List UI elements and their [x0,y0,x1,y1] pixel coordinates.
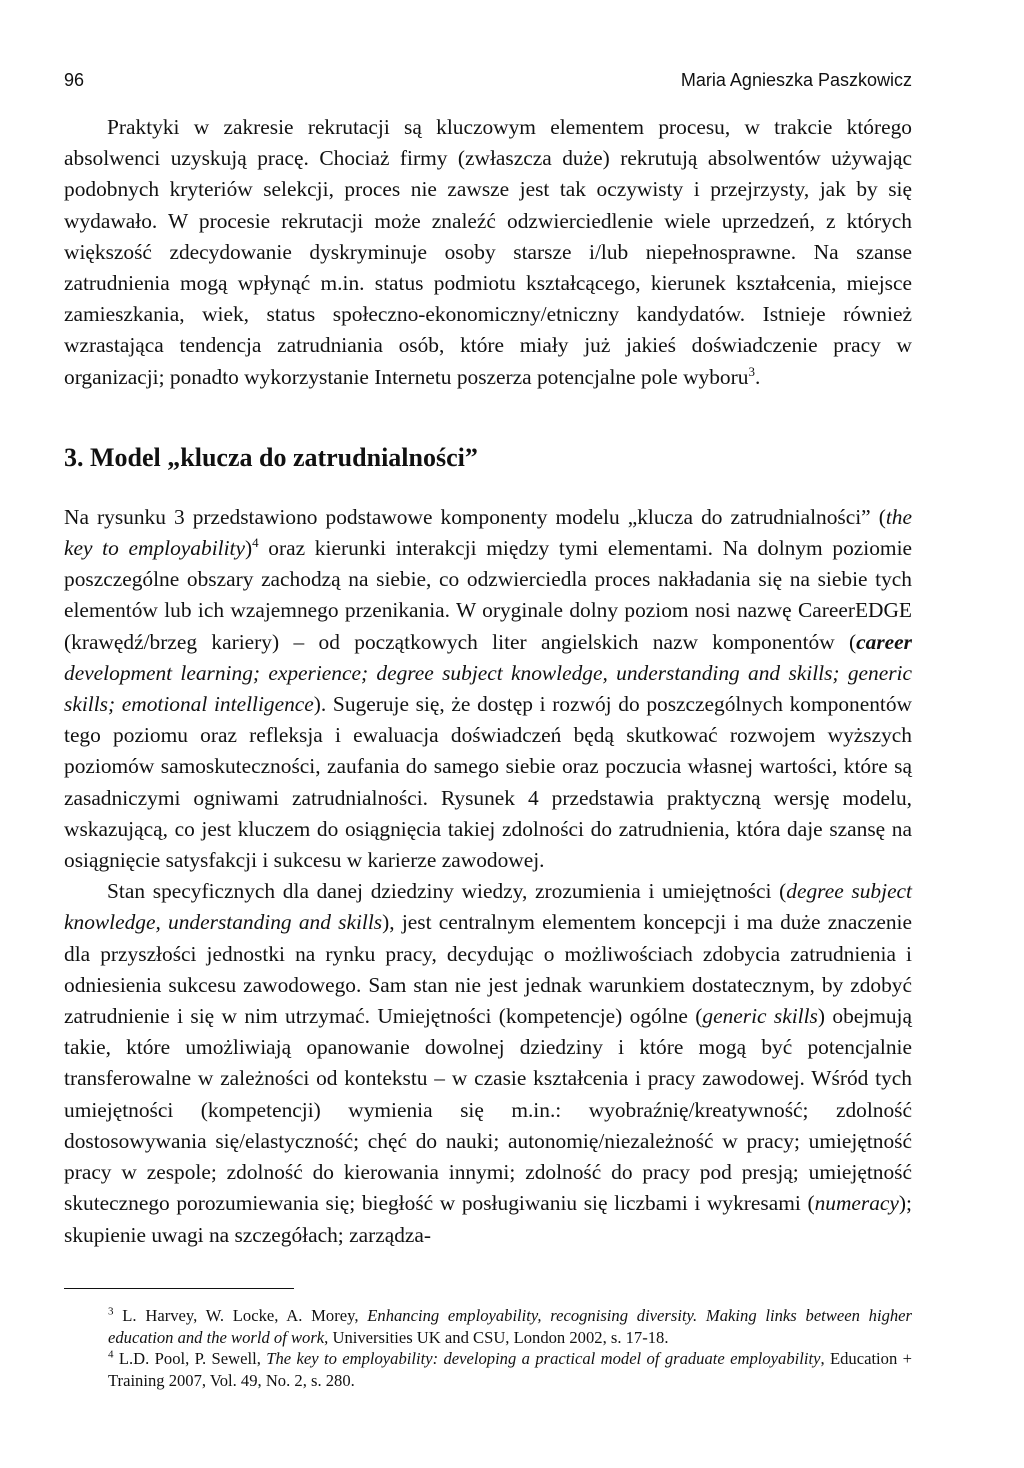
footnote-ref-4: 4 [252,534,259,550]
main-text [64,112,912,1251]
paragraph-recruitment: Praktyki w zakresie rekrutacji są kluczowym elementem procesu, w trakcie którego absolwenci uzyskują pracę. Chociaż firmy (zwłaszcza duże) rekrutują absolwentów używając podobnych kryteriów selekcji, proces nie zawsze jest tak oczywisty i przejrzysty, jak by się wydawało. W procesie rekrutacji może znaleźć odzwierciedlenie wiele uprzedzeń, z których większość zdecydowanie dyskryminuje osoby starsze i/lub niepełnosprawne. Na szanse zatrudnienia mogą wpłynąć m.in. status podmiotu kształcącego, kierunek kształcenia, miejsce zamieszkania, wiek, status społeczno-ekonomiczny/etniczny kandydatów. Istnieje również wzrastająca tendencja zatrudniania osób, które miały już jakieś doświadczenie pracy w organizacji; ponadto wykorzystanie Internetu poszerza potencjalne pole wyboru$^3$. [64,115,912,389]
paragraph-model: Na rysunku 3 przedstawiono podstawowe komponenty modelu „klucza do zatrudnialności” (the key to employability)$^4$ oraz kierunki interakcji między tymi elementami. Na dolnym poziomie poszczególne obszary zachodzą na siebie, co odzwierciedla proces nakładania się na siebie tych elementów lub ich wzajemnego przenikania. W oryginale dolny poziom nosi nazwę CareerEDGE (krawędź/brzeg kariery) – od początkowych liter angielskich nazw komponentów (career development learning; experience; degree subject knowledge, understanding and skills; generic skills; emotional intelligence). Sugeruje się, że dostęp i rozwój do poszczególnych komponentów tego poziomu oraz refleksja i ewaluacja doświadczeń będą skutkować rozwojem wyższych poziomów samoskuteczności, zaufania do samego siebie oraz poczucia własnej wartości, które są zasadniczymi ogniwami zatrudnialności. Rysunek 4 przedstawia praktyczną wersję modelu, wskazującą, co jest kluczem do osiągnięcia takiej zdolności do zatrudnienia, która daje szansę na osiągnięcie satysfakcji i sukcesu w karierze zawodowej. [64,504,913,873]
footnote-divider [64,1288,294,1289]
footnotes [64,1305,912,1391]
footnote-3: $^3$ L. Harvey, W. Locke, A. Morey, Enhancing employability, recognising diversity. Making links between higher education and the world of work, Universities UK and CSU, London 2002, s. 17-18. [108,1305,912,1347]
page-header [64,70,912,91]
page-number: 96 [64,70,85,90]
footnote-ref-3: 3 [748,363,755,379]
section-title: 3. Model „klucza do zatrudnialności” [64,442,478,472]
paragraph-skills: Stan specyficznych dla danej dziedziny wiedzy, zrozumienia i umiejętności (degree subject knowledge, understanding and skills), jest centralnym elementem koncepcji i ma duże znaczenie dla przyszłości jednostki na rynku pracy, decydując o możliwościach zdobycia zatrudnienia i odniesienia sukcesu zawodowego. Sam stan nie jest jednak warunkiem dostatecznym, by zdobyć zatrudnienie i się w nim utrzymać. Umiejętności (kompetencje) ogólne (generic skills) obejmują takie, które umożliwiają opanowanie dowolnej dziedziny i które mogą być potencjalnie transferowalne w zależności od kontekstu – w czasie kształcenia i pracy zawodowej. Wśród tych umiejętności (kompetencji) wymienia się m.in.: wyobraźnię/kreatywność; zdolność dostosowywania się/elastyczność; chęć do nauki; autonomię/niezależność w pracy; umiejętność pracy w zespole; zdolność do kierowania innymi; zdolność do pracy pod presją; umiejętność skutecznego porozumiewania się; biegłość w posługiwaniu się liczbami i wykresami (numeracy); skupienie uwagi na szczegółach; zarządza- [64,879,912,1247]
footnote-4: $^4$ L.D. Pool, P. Sewell, The key to employability: developing a practical model of graduate employability, Education + Training 2007, Vol. 49, No. 2, s. 280. [108,1348,912,1390]
running-author: Maria Agnieszka Paszkowicz [680,70,912,90]
